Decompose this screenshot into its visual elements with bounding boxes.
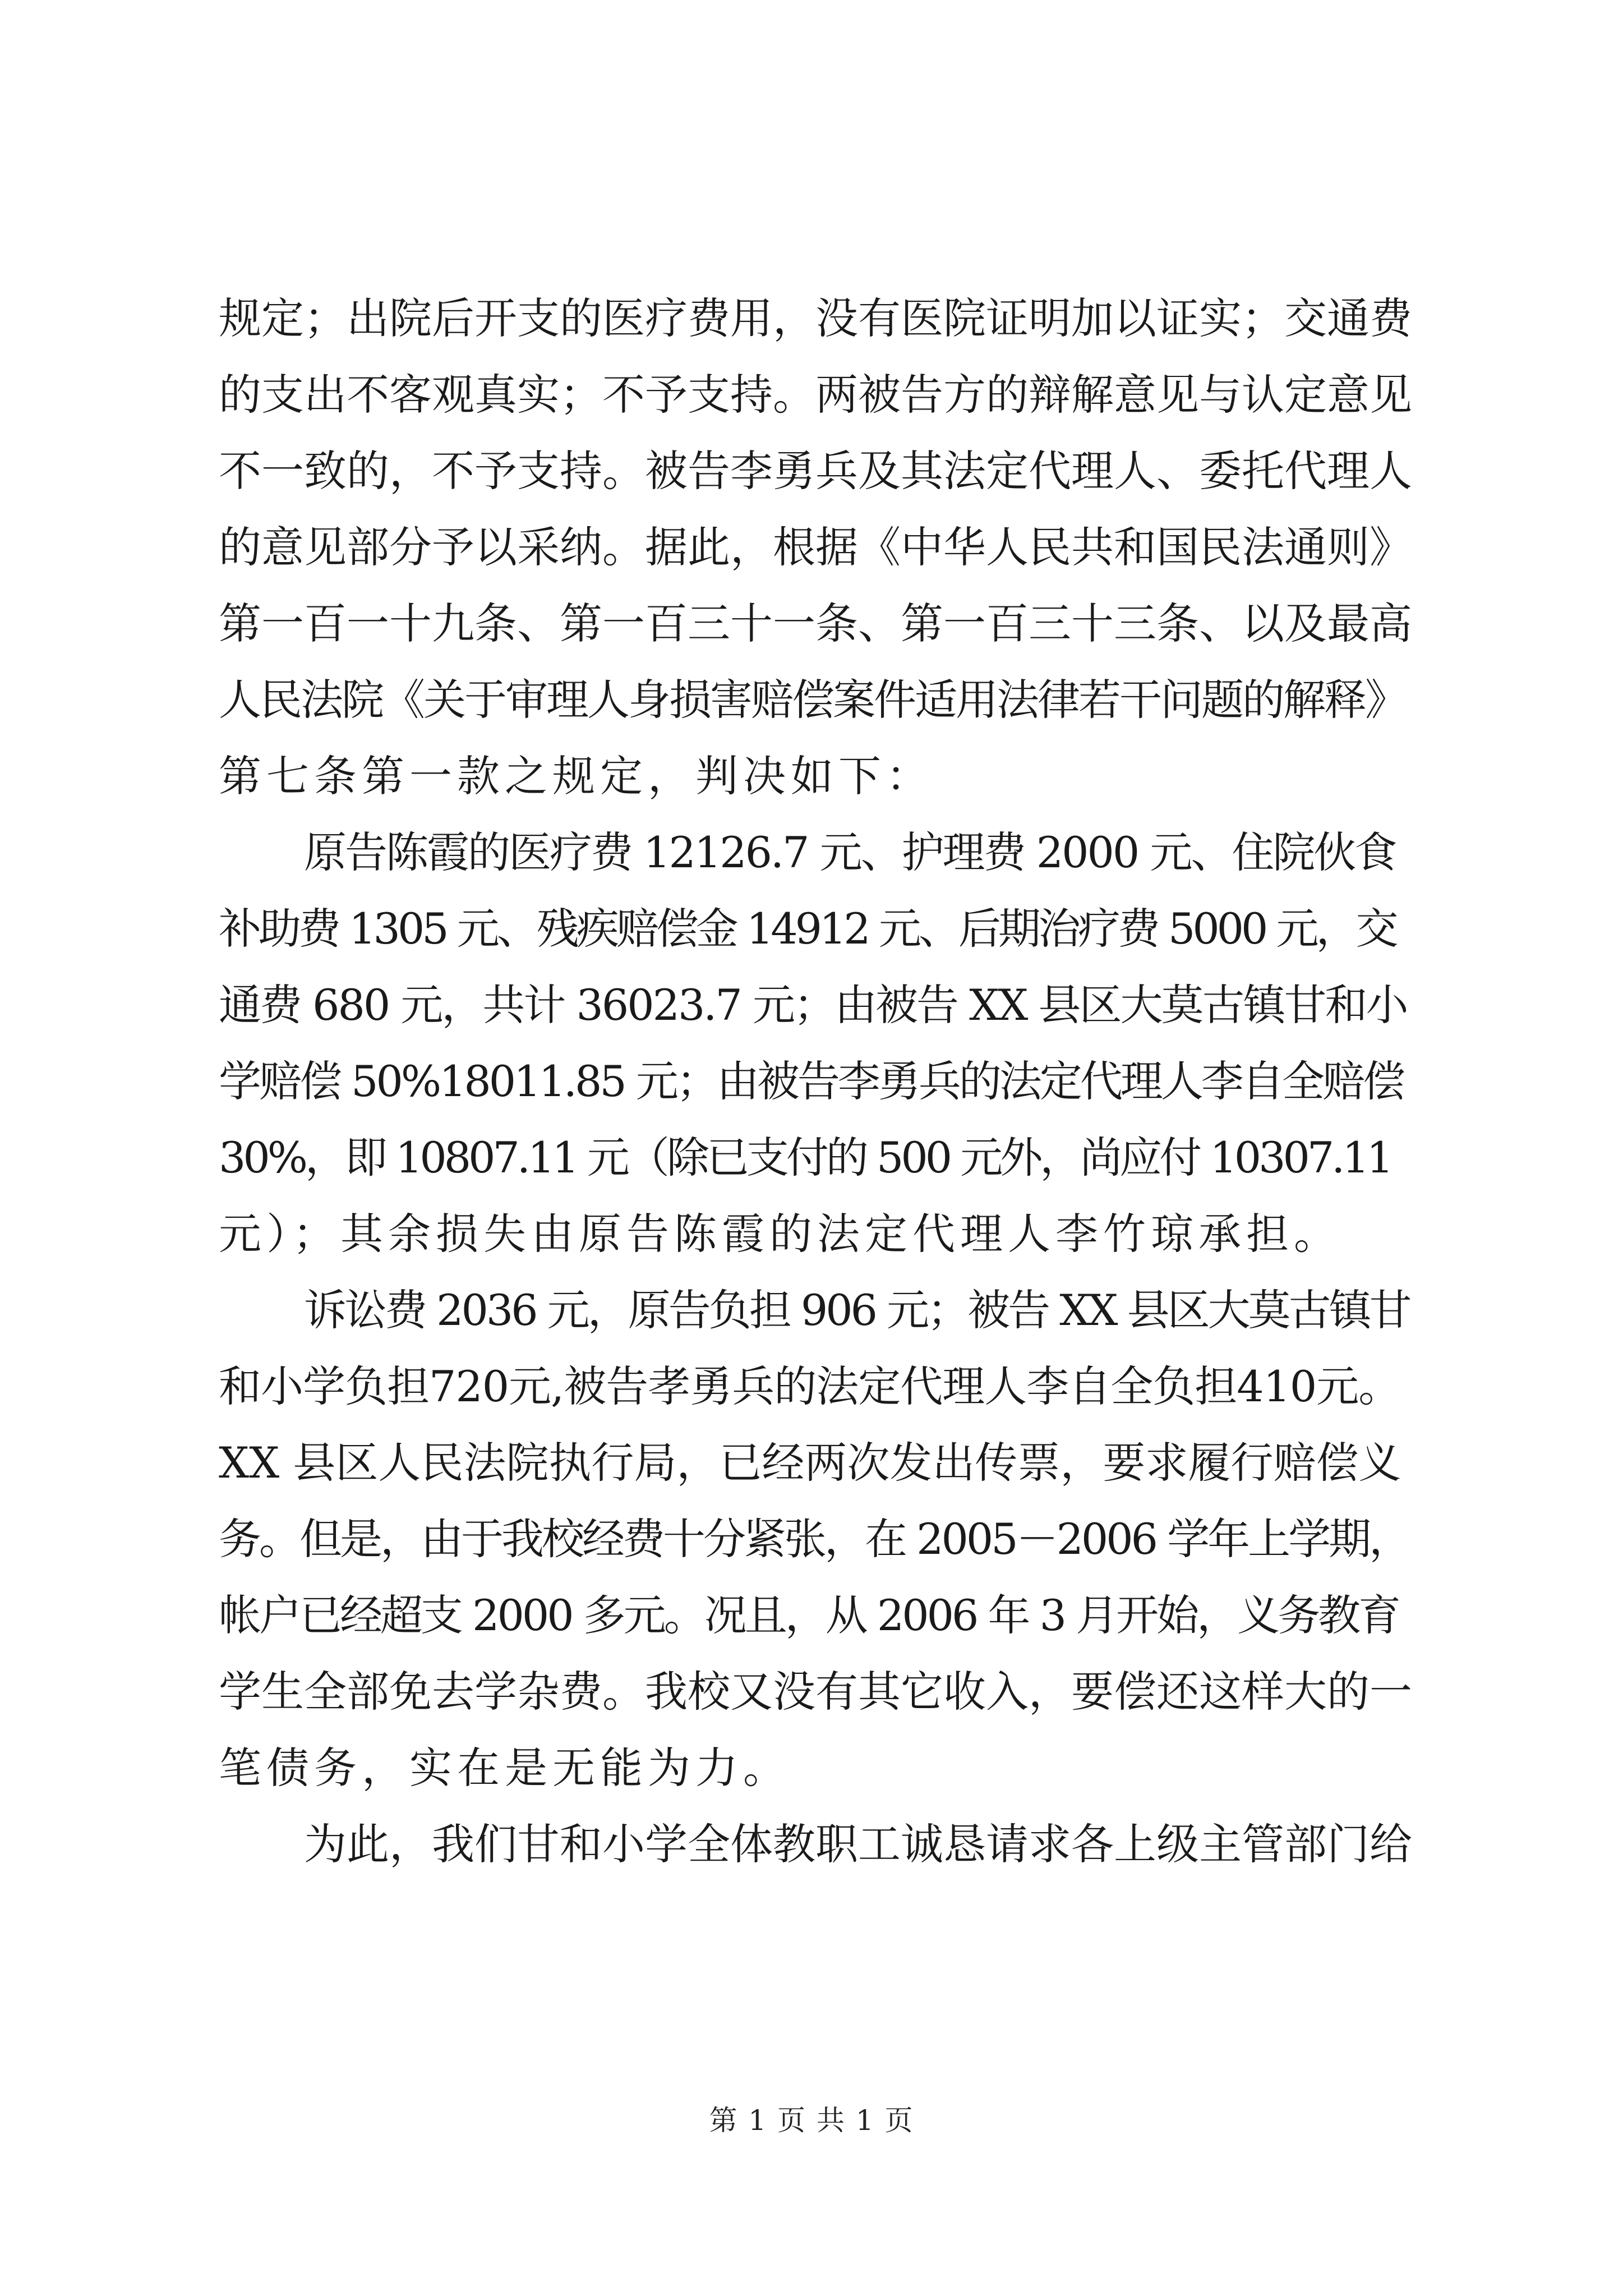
paragraph-2: [219, 815, 1413, 1272]
paragraph-1: [219, 280, 1413, 815]
text-line: 补助费 1305 元、残疾赔偿金 14912 元、后期治疗费 5000 元，交: [219, 904, 1396, 954]
text-line: 笔债务，实在是无能为力。: [219, 1743, 791, 1793]
text-line: 第一百一十九条、第一百三十一条、第一百三十三条、以及最高: [219, 599, 1412, 648]
text-line: 元）；其余损失由原告陈霞的法定代理人李竹琼承担。: [219, 1209, 1341, 1259]
paragraph-4: [219, 1806, 1413, 1883]
text-line: 诉讼费 2036 元，原告负担 906 元；被告 XX 县区大莫古镇甘: [304, 1285, 1410, 1335]
document-body: [219, 280, 1413, 1883]
text-line: 学赔偿 50%18011.85 元；由被告李勇兵的法定代理人李自全赔偿: [219, 1056, 1403, 1106]
text-line: 规定；出院后开支的医疗费用，没有医院证明加以证实；交通费: [219, 293, 1412, 343]
text-line: 和小学负担720元,被告孝勇兵的法定代理人李自全负担410元。: [219, 1361, 1401, 1411]
text-line: 人民法院《关于审理人身损害赔偿案件适用法律若干问题的解释》: [219, 675, 1406, 725]
text-line: 的支出不客观真实；不予支持。两被告方的辩解意见与认定意见: [219, 370, 1412, 420]
text-line: 通费 680 元，共计 36023.7 元；由被告 XX 县区大莫古镇甘和小: [219, 980, 1407, 1030]
text-line: 学生全部免去学杂费。我校又没有其它收入，要偿还这样大的一: [219, 1667, 1412, 1717]
text-line: 为此，我们甘和小学全体教职工诚恳请求各上级主管部门给: [304, 1819, 1412, 1869]
paragraph-3: [219, 1272, 1413, 1806]
text-line: XX 县区人民法院执行局，已经两次发出传票，要求履行赔偿义: [219, 1438, 1401, 1488]
text-line: 30%，即 10807.11 元（除已支付的 500 元外，尚应付 10307.11: [219, 1133, 1391, 1182]
text-line: 帐户已经超支 2000 多元。况且，从 2006 年 3 月开始，义务教育: [219, 1590, 1399, 1640]
text-line: 的意见部分予以采纳。据此，根据《中华人民共和国民法通则》: [219, 522, 1412, 572]
text-line: 第七条第一款之规定，判决如下：: [219, 751, 934, 801]
text-line: 原告陈霞的医疗费 12126.7 元、护理费 2000 元、住院伙食: [304, 827, 1396, 877]
text-line: 务。但是，由于我校经费十分紧张，在 2005－2006 学年上学期，: [219, 1514, 1410, 1564]
text-line: 不一致的，不予支持。被告李勇兵及其法定代理人、委托代理人: [219, 446, 1412, 496]
page-footer: 第 1 页 共 1 页: [709, 2104, 914, 2137]
